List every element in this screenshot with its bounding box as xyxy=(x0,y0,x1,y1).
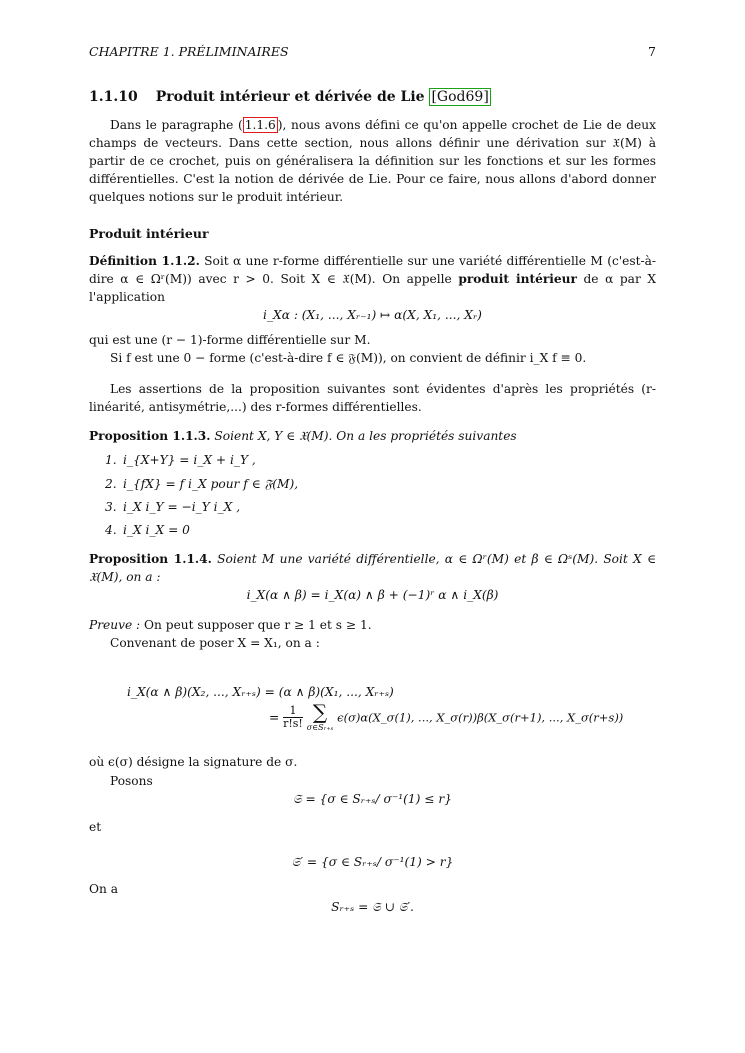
fraction-denominator: r!s! xyxy=(283,717,303,730)
et-text: et xyxy=(89,820,102,834)
fraction xyxy=(283,705,303,730)
proof-equation-line-2 xyxy=(269,702,623,733)
union-formula: Sᵣ₊ₛ = 𝔖 ∪ 𝔖′. xyxy=(331,900,414,914)
item-text: i_X i_Y = −i_Y i_X , xyxy=(123,500,241,514)
proposition-1-statement xyxy=(89,427,656,445)
section-heading xyxy=(89,88,491,106)
set-s-prime-definition: 𝔖′ = {σ ∈ Sᵣ₊ₛ/ σ⁻¹(1) > r} xyxy=(291,855,454,869)
signature-remark: où ϵ(σ) désigne la signature de σ. xyxy=(89,755,298,769)
summation-index: σ∈Sᵣ₊ₛ xyxy=(306,723,334,732)
item-number: 4. xyxy=(105,523,117,537)
defined-term: produit intérieur xyxy=(458,272,577,286)
proposition-2-text: Soient M une variété différentielle, α ∈ Ωʳ(M) et β ∈ Ωˢ(M). Soit X ∈ 𝔛(M), on a : xyxy=(89,552,656,584)
summation-body: ϵ(σ)α(X_σ(1), ..., X_σ(r))β(X_σ(r+1), ..., X_σ(r+s)) xyxy=(337,710,624,725)
property-item-3 xyxy=(105,498,240,516)
intro-text-rest: ), nous avons défini ce qu'on appelle crochet de Lie de deux champs de vecteurs. Dans cette section, nous allons définir une dérivation sur 𝔛(M) à partir de ce crochet, puis on généralisera la définition sur les fonctions et sur les formes différentielles. C'est la notion de dérivée de Lie. Pour ce faire, nous allons d'abord donner quelques notions sur le produit intérieur. xyxy=(89,118,656,204)
definition-formula: i_Xα : (X₁, ..., Xᵣ₋₁) ↦ α(X, X₁, ..., Xᵣ) xyxy=(263,308,482,322)
definition-text-end: de α par X l'application xyxy=(89,272,657,304)
citation-link[interactable]: [God69] xyxy=(431,89,489,105)
section-title: Produit intérieur et dérivée de Lie xyxy=(155,89,425,105)
proposition-1-text: Soient X, Y ∈ 𝔛(M). On a les propriétés suivantes xyxy=(210,429,517,443)
document-page xyxy=(89,0,656,1053)
item-number: 3. xyxy=(105,500,117,514)
set-s-definition: 𝔖 = {σ ∈ Sᵣ₊ₛ/ σ⁻¹(1) ≤ r} xyxy=(293,792,452,806)
section-number: 1.1.10 xyxy=(89,89,138,105)
proposition-2-label: Proposition 1.1.4. xyxy=(89,552,212,566)
definition-text: Soit α une r-forme différentielle sur une variété différentielle M (c'est-à-dire α ∈ Ωʳ(M)) avec r > 0. Soit X ∈ 𝔛(M). On appelle xyxy=(89,254,657,286)
equals-sign: = xyxy=(269,710,280,725)
zero-form-remark: Si f est une 0 − forme (c'est-à-dire f ∈ 𝔉(M)), on convient de définir i_X f ≡ 0. xyxy=(110,351,587,365)
item-text: i_{X+Y} = i_X + i_Y , xyxy=(123,453,256,467)
summation xyxy=(307,702,334,733)
assertions-paragraph: Les assertions de la proposition suivantes sont évidentes d'après les propriétés (r-linéarité, antisymétrie,...) des r-formes différentielles. xyxy=(89,382,656,414)
proof-line xyxy=(89,616,656,634)
intro-text-start: Dans le paragraphe ( xyxy=(110,118,243,132)
on-a-text: On a xyxy=(89,882,118,896)
intro-paragraph xyxy=(89,116,656,206)
proof-label: Preuve : xyxy=(89,618,141,632)
reference-link[interactable]: 1.1.6 xyxy=(244,118,276,132)
definition-block xyxy=(89,252,656,306)
proposition-2-formula: i_X(α ∧ β) = i_X(α) ∧ β + (−1)ʳ α ∧ i_X(β) xyxy=(246,588,499,602)
chapter-title: CHAPITRE 1. PRÉLIMINAIRES xyxy=(89,44,289,59)
item-text: i_{fX} = f i_X pour f ∈ 𝔉(M), xyxy=(123,477,299,491)
posons-text: Posons xyxy=(110,774,153,788)
sigma-symbol: ∑ xyxy=(312,700,328,724)
property-item-4 xyxy=(105,521,190,539)
property-item-2 xyxy=(105,475,298,493)
subsection-heading: Produit intérieur xyxy=(89,226,209,241)
definition-label: Définition 1.1.2. xyxy=(89,254,200,268)
fraction-numerator: 1 xyxy=(283,705,303,718)
definition-remark: qui est une (r − 1)-forme différentielle sur M. xyxy=(89,333,371,347)
item-number: 2. xyxy=(105,477,117,491)
property-item-1 xyxy=(105,451,256,469)
proof-equation-line-1: i_X(α ∧ β)(X₂, ..., Xᵣ₊ₛ) = (α ∧ β)(X₁, ..., Xᵣ₊ₛ) xyxy=(127,685,394,699)
proof-setup: Convenant de poser X = X₁, on a : xyxy=(110,636,320,650)
proposition-1-label: Proposition 1.1.3. xyxy=(89,429,211,443)
item-text: i_X i_X = 0 xyxy=(123,523,190,537)
proof-text: On peut supposer que r ≥ 1 et s ≥ 1. xyxy=(140,618,372,632)
running-header xyxy=(89,43,656,61)
page-number: 7 xyxy=(648,44,656,59)
proposition-2-statement xyxy=(89,550,656,586)
item-number: 1. xyxy=(105,453,117,467)
